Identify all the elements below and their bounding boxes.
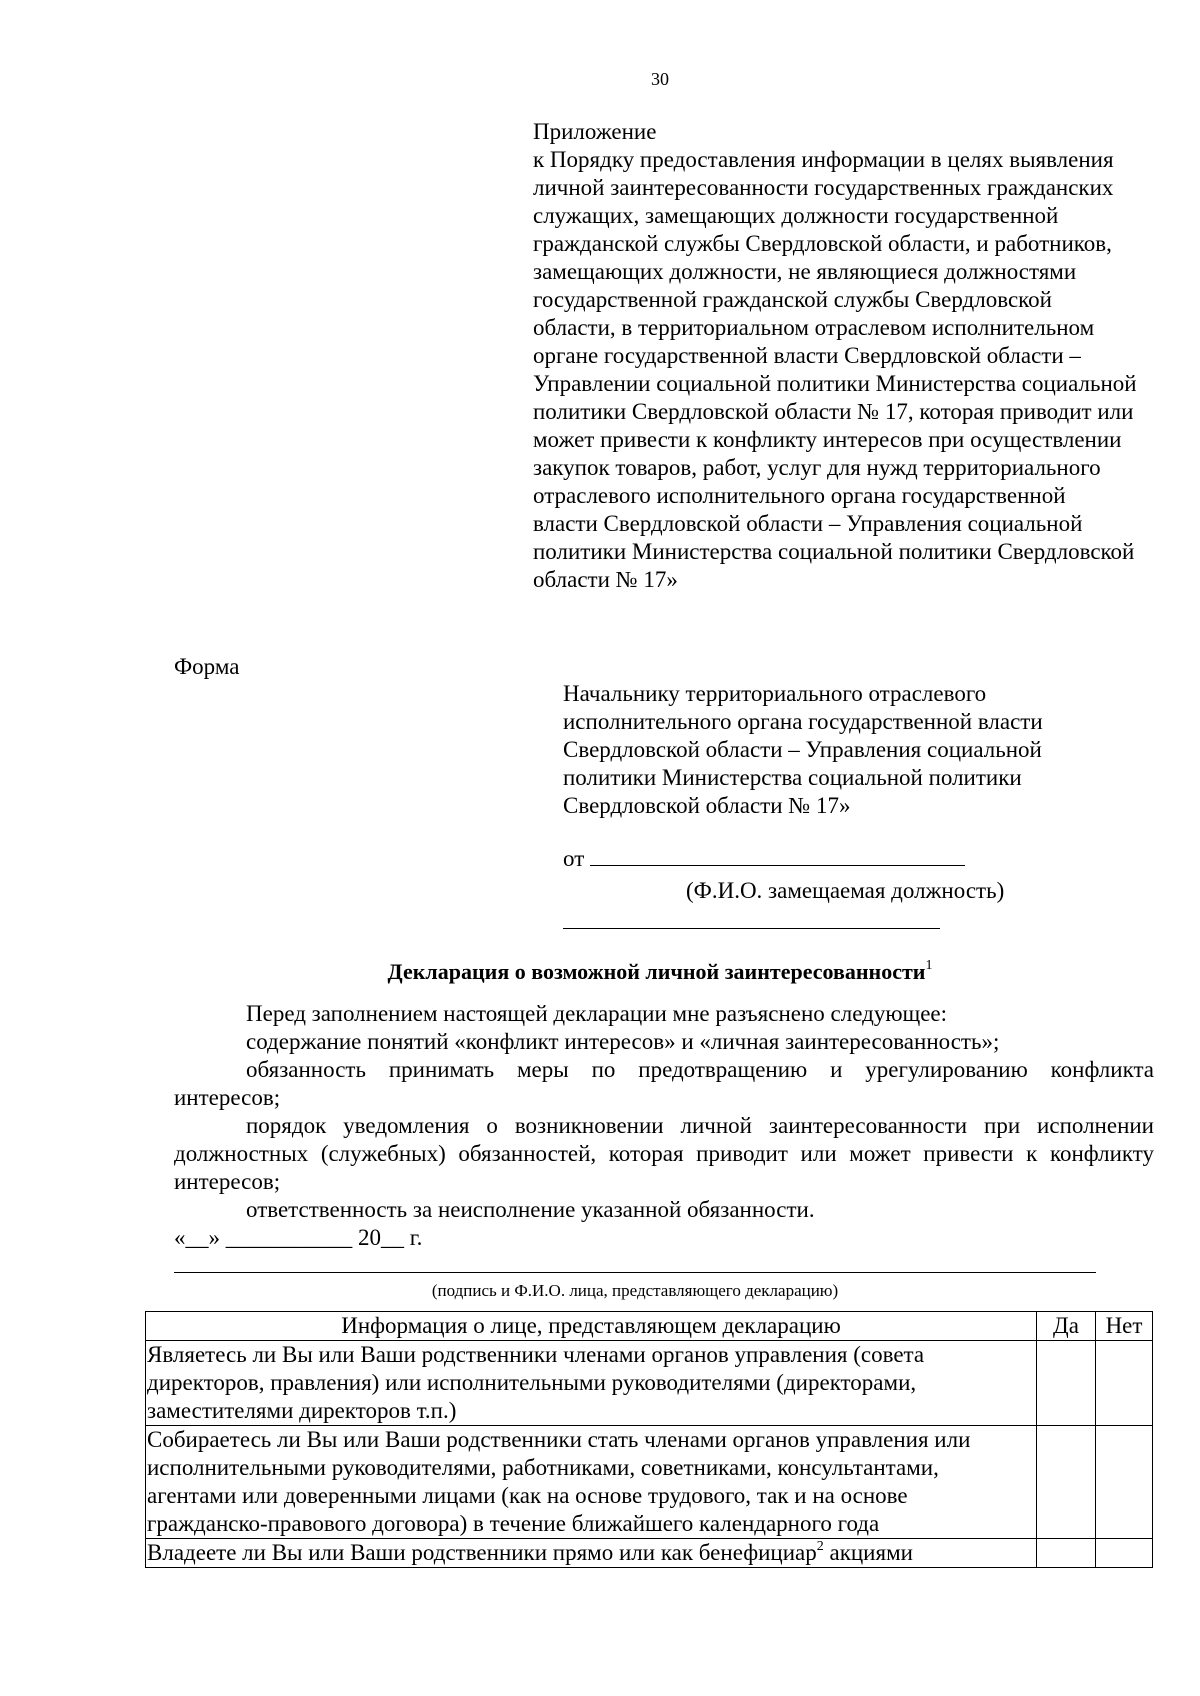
answer-no-cell[interactable]	[1096, 1341, 1153, 1426]
appendix-line: Приложение	[533, 119, 657, 144]
explanation-item-cont: должностных (служебных) обязанностей, которая приводит или может привести к конфликту	[174, 1141, 1154, 1166]
footnote-marker: 2	[816, 1539, 824, 1554]
explanation-item: порядок уведомления о возникновении личной заинтересованности при исполнении	[246, 1113, 1154, 1138]
explanation-item-cont: интересов;	[174, 1085, 281, 1110]
explanation-item: обязанность принимать меры по предотвращению и урегулированию конфликта	[246, 1057, 1154, 1082]
appendix-line: служащих, замещающих должности государственной	[533, 203, 1059, 228]
question-line: Являетесь ли Вы или Ваши родственники членами органов управления (совета	[147, 1342, 925, 1367]
from-caption: (Ф.И.О. замещаемая должность)	[686, 878, 1005, 903]
question-line: заместителями директоров т.п.)	[147, 1398, 457, 1423]
table-row	[146, 1539, 1153, 1568]
signature-line[interactable]	[174, 1272, 1096, 1273]
addressee-line: исполнительного органа государственной власти	[563, 709, 1043, 734]
question-cell	[146, 1539, 1037, 1568]
question-line: гражданско-правового договора) в течение ближайшего календарного года	[147, 1511, 880, 1536]
appendix-line: личной заинтересованности государственных гражданских	[533, 175, 1114, 200]
declaration-table	[145, 1311, 1153, 1568]
addressee-line: Начальнику территориального отраслевого	[563, 681, 987, 706]
header-yes: Да	[1037, 1312, 1096, 1341]
table-header-row	[146, 1312, 1153, 1341]
addressee-line: политики Министерства социальной политики	[563, 765, 1022, 790]
answer-no-cell[interactable]	[1096, 1426, 1153, 1539]
addressee-block	[563, 680, 1163, 820]
appendix-line: может привести к конфликту интересов при осуществлении	[533, 427, 1122, 452]
appendix-line: к Порядку предоставления информации в целях выявления	[533, 147, 1114, 172]
appendix-header	[533, 118, 1193, 594]
header-no: Нет	[1096, 1312, 1153, 1341]
appendix-line: гражданской службы Свердловской области, и работников,	[533, 231, 1112, 256]
declaration-title-text: Декларация о возможной личной заинтересованности	[387, 959, 926, 984]
table-row	[146, 1426, 1153, 1539]
appendix-line: политики Министерства социальной политики Свердловской	[533, 539, 1135, 564]
explanation-item: ответственность за неисполнение указанной обязанности.	[246, 1197, 815, 1222]
appendix-line: Управлении социальной политики Министерства социальной	[533, 371, 1137, 396]
appendix-line: области, в территориальном отраслевом исполнительном	[533, 315, 1095, 340]
answer-yes-cell[interactable]	[1037, 1341, 1096, 1426]
question-line: исполнительными руководителями, работниками, советниками, консультантами,	[147, 1455, 939, 1480]
declaration-title	[160, 958, 1160, 986]
appendix-line: закупок товаров, работ, услуг для нужд территориального	[533, 455, 1101, 480]
question-line: директоров, правления) или исполнительными руководителями (директорами,	[147, 1370, 917, 1395]
appendix-line: отраслевого исполнительного органа государственной	[533, 483, 1066, 508]
intro-paragraph: Перед заполнением настоящей декларации мне разъяснено следующее:	[246, 1001, 948, 1026]
question-cell	[146, 1426, 1037, 1539]
appendix-line: области № 17»	[533, 567, 678, 592]
from-fill-line-second[interactable]	[563, 928, 940, 929]
from-label: от	[563, 846, 585, 871]
appendix-line: органе государственной власти Свердловской области –	[533, 343, 1081, 368]
declaration-body	[174, 1000, 1154, 1252]
appendix-line: власти Свердловской области – Управления социальной	[533, 511, 1083, 536]
question-line	[147, 1539, 1035, 1567]
appendix-line: политики Свердловской области № 17, которая приводит или	[533, 399, 1134, 424]
explanation-item: содержание понятий «конфликт интересов» и «личная заинтересованность»;	[246, 1029, 1000, 1054]
explanation-item-cont: интересов;	[174, 1169, 281, 1194]
page-number: 30	[651, 69, 669, 89]
from-fill-line[interactable]	[590, 845, 965, 866]
from-field	[563, 845, 965, 873]
footnote-marker: 1	[925, 958, 933, 973]
appendix-line: государственной гражданской службы Свердловской	[533, 287, 1052, 312]
question-line: агентами или доверенными лицами (как на основе трудового, так и на основе	[147, 1483, 908, 1508]
addressee-line: Свердловской области – Управления социальной	[563, 737, 1042, 762]
question-line: Собираетесь ли Вы или Ваши родственники стать членами органов управления или	[147, 1427, 971, 1452]
header-info: Информация о лице, представляющем декларацию	[146, 1312, 1037, 1341]
signature-caption: (подпись и Ф.И.О. лица, представляющего декларацию)	[431, 1281, 839, 1300]
question-text-cont: акциями	[823, 1540, 913, 1565]
answer-no-cell[interactable]	[1096, 1539, 1153, 1568]
table-row	[146, 1341, 1153, 1426]
answer-yes-cell[interactable]	[1037, 1426, 1096, 1539]
question-cell	[146, 1341, 1037, 1426]
question-text: Владеете ли Вы или Ваши родственники прямо или как бенефициар	[147, 1540, 817, 1565]
addressee-line: Свердловской области № 17»	[563, 793, 851, 818]
form-label: Форма	[174, 654, 240, 679]
answer-yes-cell[interactable]	[1037, 1539, 1096, 1568]
date-line[interactable]: «__» ___________ 20__ г.	[174, 1225, 423, 1250]
appendix-line: замещающих должности, не являющиеся должностями	[533, 259, 1077, 284]
